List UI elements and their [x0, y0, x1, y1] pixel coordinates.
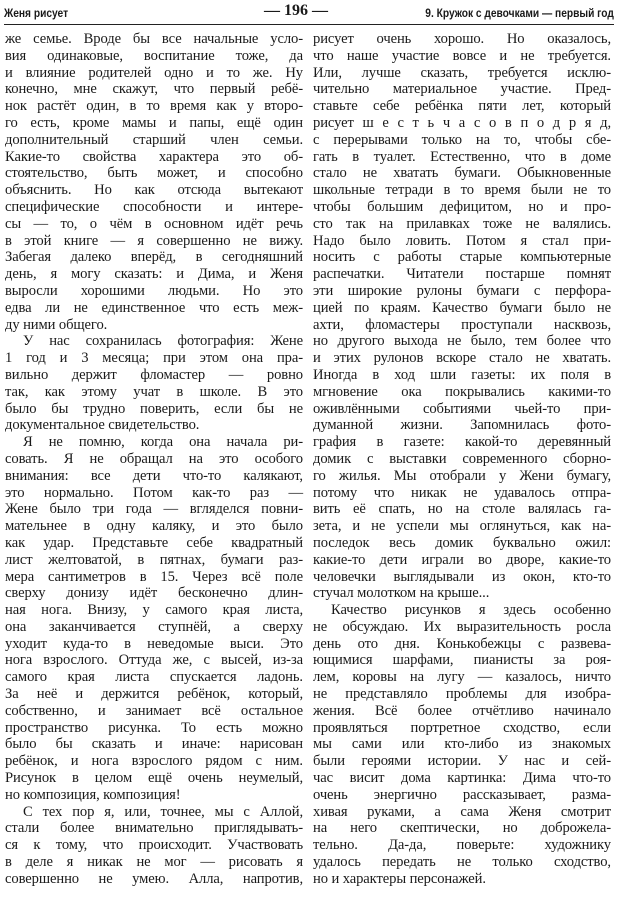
text-line: пространство рисунка. То есть можно: [5, 719, 303, 736]
text-line: удалось передать не только сходство,: [313, 854, 611, 871]
paragraph: [313, 31, 611, 602]
text-line: сы — то, о чём в основном идёт речь: [5, 215, 303, 232]
text-line: конечно, мне скажут, что первый ребё-: [5, 81, 303, 98]
text-line: едва ли не единственное что есть меж-: [5, 299, 303, 316]
text-line: школьные тетради в то время были не то: [313, 182, 611, 199]
text-line: У нас сохранилась фотография: Жене: [23, 333, 303, 350]
text-line: Или, лучше сказать, требуется исклю-: [313, 64, 611, 81]
text-line: мера сантиметров в 15. Через всё поле: [5, 568, 303, 585]
text-line: тельно. Да-да, поверьте: художнику: [313, 837, 611, 854]
text-line: объяснить. Но как отсюда вытекают: [5, 182, 303, 199]
text-line: Какие-то свойства характера это об-: [5, 148, 303, 165]
text-column-left: [5, 31, 303, 888]
running-head-right: 9. Кружок с девочками — первый год: [425, 6, 614, 20]
paragraph: [5, 434, 303, 804]
text-column-right: [313, 31, 611, 888]
text-line: ду ними общего.: [5, 316, 108, 333]
page-number: — 196 —: [264, 2, 328, 19]
text-line: не представляло проблемы для изобра-: [313, 686, 611, 703]
paragraph: [5, 31, 303, 333]
text-line: Я не помню, когда она начала ри-: [23, 434, 303, 451]
text-line: самого края листа спускается ладонь.: [5, 669, 303, 686]
text-line: она заканчивается ступнёй, а сверху: [5, 618, 303, 635]
text-line: это нормально. Потом как-то раз —: [5, 484, 303, 501]
text-line: какие-то дети играли во дворе, какие-то: [313, 551, 611, 568]
text-line: же семье. Вроде бы все начальные усло-: [5, 31, 303, 47]
running-head-left: Женя рисует: [4, 6, 69, 20]
text-line: лист желтоватой, в пятнах, бумаги раз-: [5, 551, 303, 568]
text-line: цией по краям. Качество бумаги было не: [313, 299, 611, 316]
text-line: сверху донизу идёт бесконечно длин-: [5, 585, 303, 602]
text-line: но и характеры персонажей.: [313, 870, 486, 887]
text-line: вия одинаковые, воспитание тоже, да: [5, 47, 303, 64]
text-line: гать в туалет. Естественно, что в доме: [313, 148, 611, 165]
text-line: с перерывами только на то, чтобы сбе-: [313, 131, 611, 148]
text-line: было бы сказать и иначе: нарисован: [5, 736, 303, 753]
text-line: очень энергично рассказывает, разма-: [313, 786, 611, 803]
text-line: носить с работы старые компьютерные: [313, 249, 611, 266]
text-line: совать. Я не обращал на это особого: [5, 450, 303, 467]
text-line: и этих рулонов вскоре стало не хватать.: [313, 350, 611, 367]
text-line: день ото дня. Конькобежцы с развева-: [313, 635, 611, 652]
text-line: что наше участие вовсе и не требуется.: [313, 47, 611, 64]
text-line: 1 год и 3 месяца; при этом она пра-: [5, 350, 303, 367]
text-line: мательнее в одну каляку, и это было: [5, 518, 303, 535]
text-line: чительно материальное участие. Пред-: [313, 81, 611, 98]
text-line: документальное свидетельство.: [5, 417, 200, 434]
text-line: рисует очень хорошо. Но оказалось,: [313, 31, 611, 47]
text-line: на него скептически, но доброжела-: [313, 820, 611, 837]
text-line: думанной жизни. Запомнилась фото-: [313, 417, 611, 434]
text-line: Рисунок в целом ещё очень неумелый,: [5, 770, 303, 787]
text-line: не обсуждаю. Их выразительность росла: [313, 618, 611, 635]
text-line: уходит куда-то в неведомые выси. Это: [5, 635, 303, 652]
text-line: дополнительный старший член семьи.: [5, 131, 303, 148]
text-line: го есть, кроме мамы и папы, ещё один: [5, 114, 303, 131]
text-line: ная нога. Внизу, у самого края листа,: [5, 602, 303, 619]
text-line: ся к тому, что происходит. Участвовать: [5, 837, 303, 854]
text-line: специфические способности и интере-: [5, 198, 303, 215]
text-line: собственно, и занимает всё остальное: [5, 702, 303, 719]
text-line: Иногда в ход шли газеты: их поля в: [313, 366, 611, 383]
text-line: хивая руками, а сама Женя смотрит: [313, 803, 611, 820]
paragraph: [5, 804, 303, 888]
text-line: проявляться портретное сходство, если: [313, 719, 611, 736]
text-line: рисует ш е с т ь ч а с о в п о д р я д,: [313, 114, 611, 131]
text-line: ющимися шарфами, пианисты за роя-: [313, 652, 611, 669]
text-line: Забегая далеко вперёд, в сегодняшний: [5, 249, 303, 266]
text-line: чтобы большим дефицитом, но и про-: [313, 198, 611, 215]
text-line: как удар. Представьте себе квадратный: [5, 534, 303, 551]
text-line: день, я могу сказать: и Дима, и Женя: [5, 266, 303, 283]
text-line: потому что никак не удавалось отпра-: [313, 484, 611, 501]
running-header: [4, 2, 614, 25]
text-line: оживлёнными событиями чьей-то при-: [313, 400, 611, 417]
text-line: За неё и держится ребёнок, который,: [5, 686, 303, 703]
text-line: нога взрослого. Оттуда же, с высей, из-за: [5, 652, 303, 669]
text-line: Надо было ловить. Потом я стал при-: [313, 232, 611, 249]
text-line: вить её спать, но на столе валялась га-: [313, 501, 611, 518]
text-line: Жене было три года — вгляделся повни-: [5, 501, 303, 518]
text-line: Качество рисунков я здесь особенно: [331, 602, 611, 619]
text-line: мы сами или кто-либо из знакомых: [313, 736, 611, 753]
text-line: ставьте себе ребёнка пяти лет, который: [313, 98, 611, 115]
text-line: в этой книге — я совершенно не вижу.: [5, 232, 303, 249]
text-line: лем, коровы на лугу — казалось, ничто: [313, 669, 611, 686]
text-line: ахти, фломастеры проступали насквозь,: [313, 316, 611, 333]
text-line: внимания: все дети что-то калякают,: [5, 467, 303, 484]
text-line: домик с выставки современного сборно-: [313, 450, 611, 467]
text-line: так, как этому учат в школе. В это: [5, 383, 303, 400]
text-line: но композиция, композиция!: [5, 786, 181, 803]
text-line: распечатки. Читатели постарше помнят: [313, 266, 611, 283]
text-line: человечки выглядывали из окон, кто-то: [313, 568, 611, 585]
text-line: ребёнок, и нога взрослого рядом с ним.: [5, 753, 303, 770]
text-line: час висит дома картинка: Дима что-то: [313, 770, 611, 787]
text-line: стоятельство, быть может, и способно: [5, 165, 303, 182]
text-line: сто так на прилавках тоже не валялись.: [313, 215, 611, 232]
text-line: и влияние родителей одно и то же. Ну: [5, 64, 303, 81]
text-line: С тех пор я, или, точнее, мы с Аллой,: [23, 803, 303, 820]
text-line: зета, и не успели мы оглянуться, как на-: [313, 518, 611, 535]
text-line: последок весь домик буквально ожил:: [313, 534, 611, 551]
text-line: мгновение ока покрывались какими-то: [313, 383, 611, 400]
text-line: вильно держит фломастер — ровно: [5, 366, 303, 383]
text-line: были героями истории. У нас и сей-: [313, 753, 611, 770]
text-line: стало не хватать бумаги. Обыкновенные: [313, 165, 611, 182]
text-line: графия в газете: какой-то деревянный: [313, 434, 611, 451]
text-line: эти широкие рулоны бумаги с перфора-: [313, 282, 611, 299]
paragraph: [313, 602, 611, 888]
text-line: стучал молотком на крыше...: [313, 585, 490, 602]
text-line: стали более внимательно приглядывать-: [5, 820, 303, 837]
text-line: но другого выхода не было, тем более что: [313, 333, 611, 350]
paragraph: [5, 333, 303, 434]
text-line: го жилья. Мы отобрали у Жени бумагу,: [313, 467, 611, 484]
text-line: нок растёт один, в то время как у второ-: [5, 98, 303, 115]
text-line: было бы трудно поверить, если бы не: [5, 400, 303, 417]
text-line: совершенно не умею. Алла, напротив,: [5, 870, 303, 887]
text-line: выросли хорошими людьми. Но это: [5, 282, 303, 299]
text-line: жения. Всё более отчётливо начинало: [313, 702, 611, 719]
text-line: в деле я никак не мог — рисовать я: [5, 854, 303, 871]
